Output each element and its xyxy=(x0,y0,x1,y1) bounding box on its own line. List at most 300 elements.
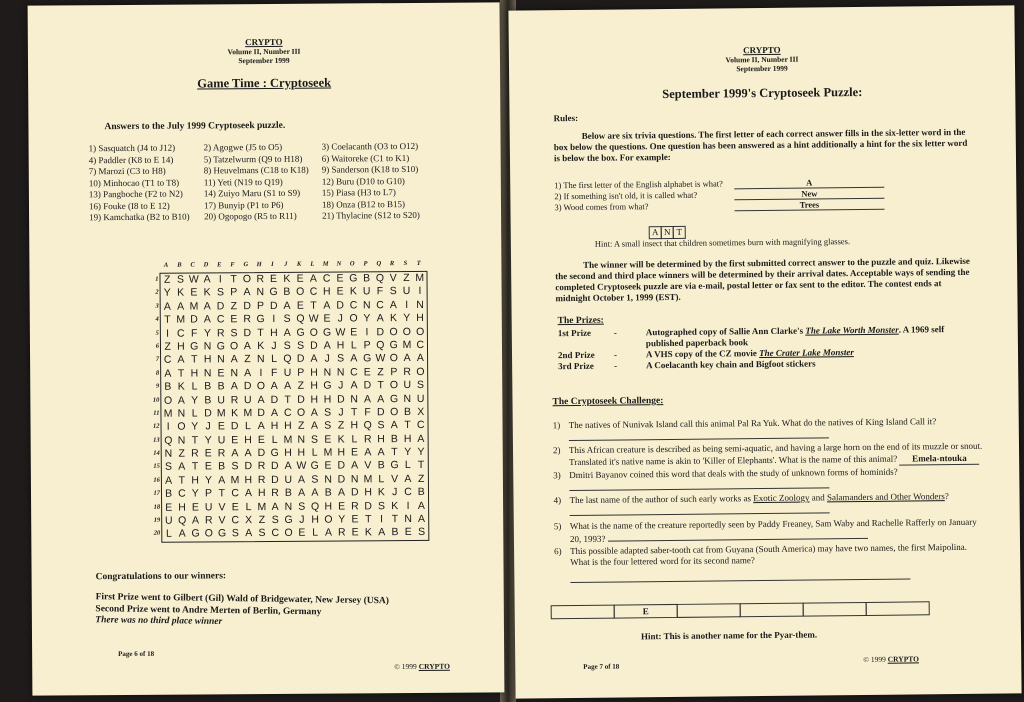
grid-letters xyxy=(159,271,429,543)
answer-box-cell xyxy=(677,603,741,618)
grid-cell: N xyxy=(324,473,332,486)
grid-cell: F xyxy=(190,327,198,340)
grid-cell: L xyxy=(404,459,411,472)
grid-cell: C xyxy=(350,366,358,379)
grid-cell: S xyxy=(230,326,238,339)
grid-cell: H xyxy=(416,312,424,325)
grid-cell: A xyxy=(311,486,319,499)
grid-cell: H xyxy=(350,419,359,432)
grid-cell: A xyxy=(271,500,279,513)
prize-text: . A 1969 self published paperback book xyxy=(645,324,945,349)
grid-cell: Z xyxy=(230,299,238,313)
copyright xyxy=(863,654,919,664)
column-label: Q xyxy=(376,260,382,268)
grid-cell: S xyxy=(283,312,291,326)
grid-cell: L xyxy=(350,339,357,352)
grid-cell: A xyxy=(178,527,186,541)
grid-cell: H xyxy=(310,379,319,392)
grid-cell: O xyxy=(296,406,306,419)
grid-cell: M xyxy=(323,446,333,459)
question-body: This African creature is described as being semi-aquatic, and having a large horn on the end of its muzzle or snout. Translated it's native name is akin to 'Killer of Elephants'. What is the name of this animal? xyxy=(568,441,983,467)
grid-cell: B xyxy=(390,432,398,445)
grid-cell: R xyxy=(230,393,239,406)
question-body: The last name of the author of such early works as xyxy=(569,493,754,506)
grid-cell: A xyxy=(416,352,424,365)
grid-cell: N xyxy=(416,298,424,311)
answer-item: 5) Tatzelwurm (Q9 to H18) xyxy=(203,153,303,164)
grid-cell: I xyxy=(166,327,170,340)
grid-cell: Y xyxy=(163,287,171,300)
grid-cell: U xyxy=(362,285,371,298)
grid-cell: J xyxy=(338,406,344,419)
question-number: 5) xyxy=(553,520,562,531)
grid-cell: P xyxy=(204,487,213,500)
column-label: I xyxy=(271,260,274,268)
grid-cell: M xyxy=(402,338,412,351)
answer-word-box xyxy=(551,601,929,619)
grid-cell: R xyxy=(363,432,372,446)
grid-cell: Q xyxy=(296,312,305,325)
grid-cell: T xyxy=(391,513,399,526)
grid-cell: L xyxy=(378,473,385,486)
grid-cell: D xyxy=(216,300,225,313)
grid-cell: Y xyxy=(338,513,346,526)
left-page xyxy=(28,2,505,695)
grid-cell: D xyxy=(243,380,252,393)
grid-cell: D xyxy=(350,486,359,499)
grid-cell: D xyxy=(257,406,266,419)
grid-cell: A xyxy=(257,420,265,433)
grid-cell: D xyxy=(190,313,198,326)
page-number: Page 6 of 18 xyxy=(118,649,155,659)
grid-cell: A xyxy=(270,380,278,393)
row-label: 4 xyxy=(155,315,159,323)
grid-cell: T xyxy=(284,393,291,406)
grid-cell: I xyxy=(418,285,422,298)
grid-cell: S xyxy=(216,286,224,299)
right-page xyxy=(508,5,1021,698)
grid-cell: C xyxy=(216,313,225,326)
congrats-heading: Congratulations to our winners: xyxy=(95,571,227,583)
grid-cell: Y xyxy=(204,474,213,487)
winners-list xyxy=(95,592,389,631)
grid-cell: C xyxy=(416,419,425,432)
grid-cell: Z xyxy=(337,419,345,432)
grid-cell: I xyxy=(166,420,170,433)
grid-cell: A xyxy=(283,326,291,339)
grid-cell: E xyxy=(296,272,304,285)
grid-cell: E xyxy=(404,526,412,539)
grid-cell: B xyxy=(165,487,173,500)
grid-cell: S xyxy=(164,461,173,474)
grid-cell: E xyxy=(323,312,331,325)
grid-cell: T xyxy=(404,419,411,432)
answer-item: 10) Minhocao (T1 to T8) xyxy=(88,177,180,188)
row-label: 20 xyxy=(153,530,161,538)
grid-cell: H xyxy=(323,393,332,406)
grid-cell: G xyxy=(269,286,278,299)
column-label: R xyxy=(389,260,395,268)
grid-cell: I xyxy=(365,325,369,338)
row-label: 19 xyxy=(153,516,161,524)
grid-cell: H xyxy=(324,500,333,513)
grid-cell: Z xyxy=(178,447,185,460)
grid-cell: U xyxy=(217,433,226,447)
grid-cell: T xyxy=(178,474,186,487)
answer-item: 16) Fouke (I8 to E 12) xyxy=(88,200,170,211)
prize-place: 2nd Prize xyxy=(557,349,595,361)
grid-cell: A xyxy=(231,447,239,460)
grid-cell: G xyxy=(323,379,332,392)
grid-cell: H xyxy=(364,486,372,499)
grid-cell: H xyxy=(190,367,199,380)
row-label: 9 xyxy=(155,382,160,390)
grid-cell: B xyxy=(377,459,385,472)
grid-cell: H xyxy=(270,326,278,339)
grid-cell: J xyxy=(271,339,277,352)
grid-cell: Z xyxy=(377,365,384,378)
grid-cell: G xyxy=(349,272,358,285)
row-label: 7 xyxy=(155,356,160,364)
grid-cell: H xyxy=(284,420,292,433)
example-hint: Hint: A small insect that children sometimes burn with magnifying glasses. xyxy=(594,236,851,249)
column-label: O xyxy=(349,260,355,268)
grid-cell: S xyxy=(231,460,239,473)
column-label: C xyxy=(190,261,195,269)
grid-cell: Z xyxy=(258,514,266,527)
grid-cell: D xyxy=(337,473,346,486)
grid-cell: A xyxy=(417,432,425,445)
grid-cell: Z xyxy=(403,271,410,285)
grid-cell: S xyxy=(324,406,332,419)
grid-cell: K xyxy=(177,286,185,300)
grid-cell: Z xyxy=(417,472,425,485)
grid-cell: Q xyxy=(363,419,372,432)
grid-cell: N xyxy=(350,473,359,486)
grid-cell: B xyxy=(217,380,225,393)
grid-cell: U xyxy=(204,501,213,514)
grid-cell: U xyxy=(402,285,411,298)
grid-cell: C xyxy=(231,487,239,500)
grid-cell: A xyxy=(376,312,384,325)
volume: Volume II, Number III xyxy=(725,54,799,65)
question-number: 4) xyxy=(553,495,562,506)
grid-cell: B xyxy=(391,526,399,539)
grid-cell: L xyxy=(244,420,251,433)
grid-cell: A xyxy=(230,380,238,393)
grid-cell: B xyxy=(284,487,292,500)
copyright-text: © 1999 xyxy=(394,661,419,672)
prize-description xyxy=(646,357,966,371)
grid-cell: A xyxy=(310,352,318,366)
grid-cell: E xyxy=(336,285,344,298)
grid-cell: C xyxy=(271,527,280,540)
grid-cell: H xyxy=(403,432,412,445)
grid-cell: H xyxy=(297,446,306,459)
grid-cell: R xyxy=(403,365,411,378)
grid-cell: E xyxy=(351,513,359,526)
grid-cell: S xyxy=(297,339,305,352)
grid-cell: E xyxy=(296,299,304,312)
row-label: 14 xyxy=(153,449,160,457)
grid-cell: A xyxy=(244,487,252,500)
question-text xyxy=(569,466,983,495)
grid-cell: A xyxy=(203,273,211,286)
column-label: D xyxy=(203,261,209,269)
grid-cell: Z xyxy=(244,353,251,366)
grid-cell: S xyxy=(377,419,385,432)
answer-item: 14) Zuiyo Maru (S1 to S9) xyxy=(203,187,301,199)
grid-cell: X xyxy=(417,405,425,418)
grid-cell: G xyxy=(191,527,200,540)
grid-cell: S xyxy=(271,513,279,526)
prize-dash: - xyxy=(613,349,618,360)
example-box-cell: N xyxy=(661,226,674,239)
grid-cell: A xyxy=(324,526,333,540)
grid-cell: R xyxy=(216,326,225,339)
grid-cell: O xyxy=(389,352,398,365)
grid-cell: O xyxy=(229,340,239,353)
prizes-list xyxy=(558,324,988,373)
column-label: B xyxy=(177,261,182,269)
answer-blank xyxy=(569,429,829,442)
grid-cell: W xyxy=(296,460,307,473)
page-title: Game Time : Cryptoseek xyxy=(197,75,332,91)
grid-cell: W xyxy=(335,326,346,339)
grid-cell: Y xyxy=(204,434,212,447)
grid-cell: H xyxy=(377,432,385,445)
issue-date: September 1999 xyxy=(238,55,290,66)
grid-cell: L xyxy=(245,500,252,513)
grid-cell: A xyxy=(298,486,306,500)
row-label: 2 xyxy=(155,289,159,297)
volume: Volume II, Number III xyxy=(227,46,301,57)
grid-cell: O xyxy=(324,513,333,526)
grid-cell: L xyxy=(271,433,278,446)
grid-cell: H xyxy=(257,487,266,500)
question-body: What is the name of the creature reportedly seen by Paddy Freaney, Sam Waby and Rachelle Rafferly on January 20, 1993? xyxy=(569,516,977,544)
grid-cell: B xyxy=(417,486,425,499)
grid-cell: Q xyxy=(164,434,173,447)
grid-cell: Y xyxy=(191,393,199,407)
grid-cell: A xyxy=(310,406,318,419)
grid-cell: D xyxy=(297,393,305,406)
row-label: 10 xyxy=(152,396,160,404)
grid-cell: I xyxy=(218,273,222,286)
grid-cell: M xyxy=(415,271,425,284)
grid-cell: E xyxy=(231,433,239,446)
grid-cell: D xyxy=(243,326,252,339)
grid-cell: P xyxy=(230,286,238,299)
grid-cell: P xyxy=(390,365,398,378)
grid-cell: D xyxy=(270,393,279,406)
grid-cell: C xyxy=(176,327,185,340)
grid-cell: E xyxy=(350,325,358,338)
grid-cell: A xyxy=(323,299,331,312)
grid-cell: S xyxy=(283,339,291,352)
answer-box-cell xyxy=(551,605,615,620)
question-text xyxy=(569,491,983,520)
answer-item: 6) Waitoreke (C1 to K1) xyxy=(321,152,410,164)
grid-cell: N xyxy=(284,500,293,513)
question-row xyxy=(554,542,984,569)
grid-cell: E xyxy=(324,460,332,473)
row-label: 16 xyxy=(153,476,160,484)
grid-cell: E xyxy=(217,367,225,380)
grid-cell: U xyxy=(217,393,226,406)
grid-cell: F xyxy=(376,285,384,298)
grid-cell: G xyxy=(389,339,398,352)
grid-cell: Y xyxy=(417,445,425,459)
grid-cell: K xyxy=(283,272,291,285)
grid-cell: A xyxy=(417,512,426,525)
example-box-cell: T xyxy=(673,226,686,239)
grid-cell: D xyxy=(243,299,251,312)
grid-cell: O xyxy=(163,394,173,407)
grid-cell: V xyxy=(218,514,226,527)
grid-cell: L xyxy=(191,407,198,420)
grid-cell: O xyxy=(416,325,425,338)
question-number: 1) xyxy=(552,420,561,431)
prize-place: 1st Prize xyxy=(557,327,592,339)
copyright-brand: CRYPTO xyxy=(418,661,450,671)
grid-cell: G xyxy=(217,527,227,540)
grid-cell: T xyxy=(191,434,199,447)
grid-cell: H xyxy=(191,474,199,487)
grid-cell: I xyxy=(259,366,263,379)
grid-cell: H xyxy=(284,446,292,459)
grid-cell: U xyxy=(284,473,293,486)
prize-item-title: The Crater Lake Monster xyxy=(759,347,854,359)
row-label: 6 xyxy=(155,342,160,350)
column-label: G xyxy=(243,261,249,269)
left-header xyxy=(28,36,500,66)
copyright-text: © 1999 xyxy=(863,654,888,664)
grid-cell: U xyxy=(243,393,252,406)
answer-item: 1) Sasquatch (J4 to J12) xyxy=(88,142,176,154)
grid-cell: L xyxy=(271,353,278,366)
grid-cell: A xyxy=(203,313,211,326)
grid-cell: B xyxy=(403,405,411,418)
grid-cell: D xyxy=(204,407,212,420)
grid-cell: J xyxy=(337,312,343,325)
grid-cell: E xyxy=(336,272,344,285)
grid-cell: K xyxy=(257,339,265,353)
grid-cell: N xyxy=(256,353,265,366)
grid-cell: A xyxy=(164,367,172,380)
grid-cell: C xyxy=(322,272,331,285)
grid-cell: T xyxy=(257,326,264,339)
answer-item: 4) Paddler (K8 to E 14) xyxy=(88,154,174,165)
question-text xyxy=(569,441,983,469)
book-title: Exotic Zoology xyxy=(753,492,810,504)
grid-cell: U xyxy=(164,514,173,527)
grid-cell: D xyxy=(337,392,345,406)
row-label: 18 xyxy=(153,503,161,511)
grid-cell: H xyxy=(311,513,319,526)
grid-cell: O xyxy=(242,273,252,286)
grid-cell: J xyxy=(299,513,305,526)
row-label: 13 xyxy=(153,436,160,444)
grid-cell: N xyxy=(177,434,186,447)
grid-cell: D xyxy=(257,447,266,460)
prize-dash: - xyxy=(613,327,617,338)
row-label: 3 xyxy=(155,302,159,310)
grid-cell: K xyxy=(349,285,357,298)
grid-cell: M xyxy=(363,473,373,486)
question-row xyxy=(553,491,983,520)
grid-cell: E xyxy=(190,286,198,299)
grid-cell: M xyxy=(216,407,226,420)
grid-cell: L xyxy=(312,527,319,540)
grid-cell: R xyxy=(243,313,252,326)
grid-cell: O xyxy=(389,325,398,338)
answer-item: 18) Onza (B12 to B15) xyxy=(321,198,406,210)
grid-cell: E xyxy=(165,501,173,514)
puzzle-title: September 1999's Cryptoseek Puzzle: xyxy=(662,84,863,102)
grid-cell: A xyxy=(350,352,358,365)
row-label: 12 xyxy=(153,423,160,431)
copyright-brand: CRYPTO xyxy=(887,654,920,664)
rules-text: Below are six trivia questions. The first letter of each correct answer fills in the six-letter word in the box below the questions. One question has been answered as a hint additionally a hint for the six letter word is below the box. For example: xyxy=(553,126,968,164)
grid-cell: A xyxy=(243,340,251,353)
column-label: K xyxy=(296,260,302,268)
grid-cell: N xyxy=(350,392,358,405)
grid-cell: Y xyxy=(363,312,371,325)
grid-cell: V xyxy=(389,272,397,285)
grid-cell: A xyxy=(230,353,238,366)
grid-cell: O xyxy=(256,380,266,393)
grid-cell: S xyxy=(258,527,266,540)
answer-blank xyxy=(570,504,830,517)
grid-cell: V xyxy=(218,500,226,513)
grid-cell: A xyxy=(377,392,385,405)
grid-cell: A xyxy=(417,499,425,512)
challenge-heading: The Cryptoseek Challenge: xyxy=(552,396,664,408)
grid-cell: Z xyxy=(297,379,305,392)
grid-cell: A xyxy=(257,393,265,406)
grid-cell: I xyxy=(272,313,276,326)
grid-cell: H xyxy=(178,501,186,514)
grid-cell: A xyxy=(177,394,185,407)
grid-cell: D xyxy=(296,353,305,366)
grid-cell: E xyxy=(204,460,212,473)
grid-cell: A xyxy=(377,446,385,459)
row-label: 11 xyxy=(153,409,160,417)
grid-cell: A xyxy=(244,366,252,379)
question-text xyxy=(569,416,983,445)
grid-cell: A xyxy=(351,459,359,472)
grid-cell: G xyxy=(284,513,293,526)
grid-cell: E xyxy=(338,500,346,513)
grid-cell: K xyxy=(231,407,239,420)
row-label: 5 xyxy=(155,329,159,337)
copyright xyxy=(394,662,450,671)
grid-cell: G xyxy=(390,459,399,472)
grid-cell: R xyxy=(271,487,279,500)
grid-cell: K xyxy=(337,433,345,446)
grid-cell: I xyxy=(405,298,409,311)
answer-blank xyxy=(569,478,829,491)
grid-cell: N xyxy=(230,366,239,379)
grid-cell: K xyxy=(364,526,372,539)
right-header xyxy=(509,43,1015,75)
grid-cell: D xyxy=(271,473,279,486)
grid-cell: E xyxy=(269,272,278,285)
grid-cell: S xyxy=(324,419,332,432)
grid-cell: Y xyxy=(191,420,199,433)
grid-cell: A xyxy=(218,474,226,487)
